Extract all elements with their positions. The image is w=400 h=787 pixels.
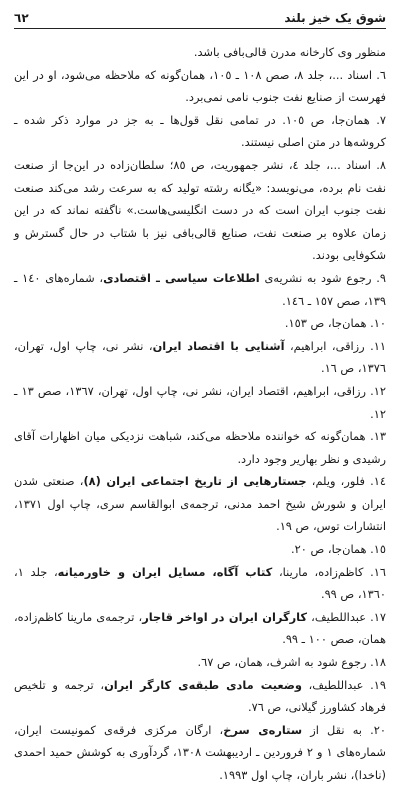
page-number: ٦٢ <box>14 11 29 25</box>
endnote: ١٧. عبداللطیف، کارگران ایران در اواخر قاجار، ترجمه‌ی مارینا کاظم‌زاده، همان، صص ١٠٠ ـ ٩٩. <box>14 609 387 647</box>
endnotes <box>14 41 386 787</box>
endnote: منظور وی کارخانه مدرن قالی‌بافی باشد. <box>193 45 386 59</box>
endnote: ١١. رزاقی، ابراهیم، آشنایی با اقتصاد ایران، نشر نی، چاپ اول، تهران، ١٣٧٦، ص ١٦. <box>14 338 386 376</box>
endnote: ١٢. رزاقی، ابراهیم، اقتصاد ایران، نشر نی، چاپ اول، تهران، ١٣٦٧، صص ١٣ ـ ١٢. <box>14 383 386 421</box>
endnote: ١٩. عبداللطیف، وضعیت مادی طبقه‌ی کارگر ایران، ترجمه و تلخیص فرهاد کشاورز گیلانی، ص ٧٦. <box>14 677 387 715</box>
running-title: شوق یک خیز بلند <box>284 11 386 25</box>
endnote: ١٣. همان‌گونه که خواننده ملاحظه می‌کند، شباهت نزدیکی میان اظهارات آقای رشیدی و نظر بهاریر وجود دارد. <box>14 429 386 466</box>
endnote: ١٠. همان‌جا، ص ١٥٣. <box>284 316 386 331</box>
endnote: ١٨. رجوع شود به اشرف، همان، ص ٦٧. <box>197 655 386 670</box>
endnote: ٦. اسناد ...، جلد ٨، صص ١٠٨ ـ ١٠٥، همان‌گونه که ملاحظه می‌شود، او در این فهرست از صنایع نفت جنوب نامی نمی‌برد. <box>14 67 386 105</box>
page-header <box>14 6 386 29</box>
endnote: ١٦. کاظم‌زاده، مارینا، کتاب آگاه، مسایل ایران و خاورمیانه، جلد ١، ١٣٦٠، ص ٩٩. <box>14 564 386 602</box>
endnote: ٢٠. به نقل از ستاره‌ی سرخ، ارگان مرکزی فرقه‌ی کمونیست ایران، شماره‌های ١ و ٢ فروردین ـ اردیبهشت ١٣٠٨، گردآوری به کوشش حمید احمدی (ناخدا)، نشر باران، چاپ اول ١٩٩٣. <box>14 722 386 782</box>
endnote: ١٥. همان‌جا، ص ٢٠. <box>291 542 386 557</box>
endnote: ١٤. فلور، ویلم، جستارهایی از تاریخ اجتماعی ایران (٨)، صنعتی شدن ایران و شورش شیخ احمد مدنی، ترجمه‌ی ابوالقاسم سری، چاپ اول ١٣٧١، انتشارات توس، ص ١٩. <box>14 474 386 534</box>
endnote: ٩. رجوع شود به نشریه‌ی اطلاعات سیاسی ـ اقتصادی، شماره‌های ١٤٠ ـ ١٣٩، صص ١٥٧ ـ ١٤٦. <box>14 270 386 308</box>
endnote: ٧. همان‌جا، ص ١٠٥. در تمامی نقل قول‌ها ـ به جز در موارد ذکر شده ـ کروشه‌ها در متن اصلی نیستند. <box>14 112 386 150</box>
endnote: ٨. اسناد ...، جلد ٤، نشر جمهوریت، ص ٨٥؛ سلطان‌زاده در این‌جا از صنعت نفت نام برده، می‌نویسد: «یگانه رشته تولید که به سرعت رشد می‌کند صنعت نفت جنوب ایران است که در دست انگلیسی‌هاست.» ناگفته نماند که در این زمان علاوه بر صنعت نفت، صنایع قالی‌بافی نیز با شتاب در حال گسترش و شکوفایی بودند. <box>14 157 386 263</box>
